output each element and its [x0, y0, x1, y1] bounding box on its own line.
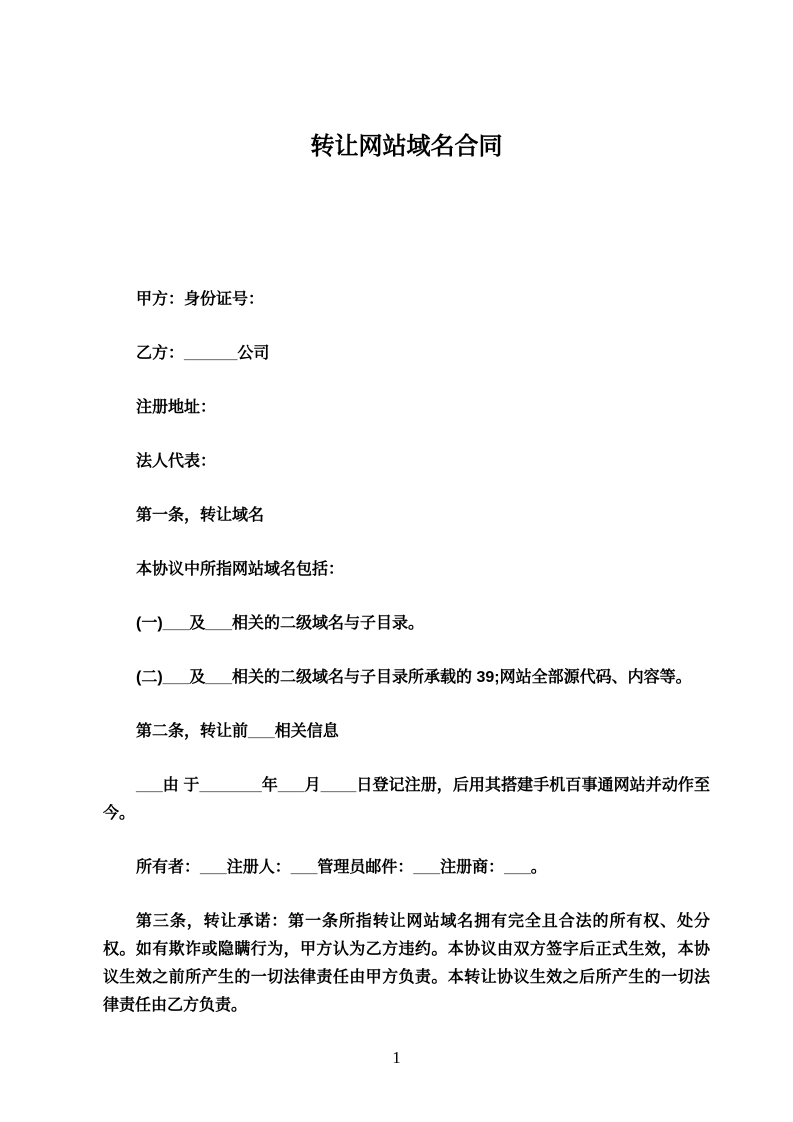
article-2-heading: 第二条，转让前___相关信息 [136, 723, 339, 740]
article-1-item-2: (二)___及___相关的二级域名与子目录所承载的 39;网站全部源代码、内容等。 [136, 669, 692, 686]
article-1-intro: 本协议中所指网站域名包括： [136, 561, 345, 578]
article-3-paragraph: 第三条，转让承诺：第一条所指转让网站域名拥有完全且合法的所有权、处分权。如有欺诈或隐瞒行为，甲方认为乙方违约。本协议由双方签字后正式生效，本协议生效之前所产生的一切法律责任由甲方负责。本转让协议生效之后所产生的一切法律责任由乙方负责。 [103, 913, 710, 1014]
article-1-item-1: (一)___及___相关的二级域名与子目录。 [136, 615, 425, 632]
document-title: 转让网站域名合同 [310, 133, 503, 160]
paragraph-party-a: 甲方：身份证号： [136, 291, 265, 308]
article-2-para-registration: ___由 于_______年___月____日登记注册，后用其搭建手机百事通网站并动作至今。 [103, 777, 710, 822]
paragraph-legal-representative: 法人代表： [136, 453, 217, 470]
article-2-para-owner-info: 所有者：___注册人：___管理员邮件：___注册商：___。 [136, 859, 547, 876]
article-1-heading: 第一条，转让域名 [136, 507, 265, 524]
page-number: 1 [392, 1048, 401, 1067]
paragraph-party-b: 乙方：______公司 [136, 345, 270, 362]
paragraph-registered-address: 注册地址： [136, 399, 217, 416]
